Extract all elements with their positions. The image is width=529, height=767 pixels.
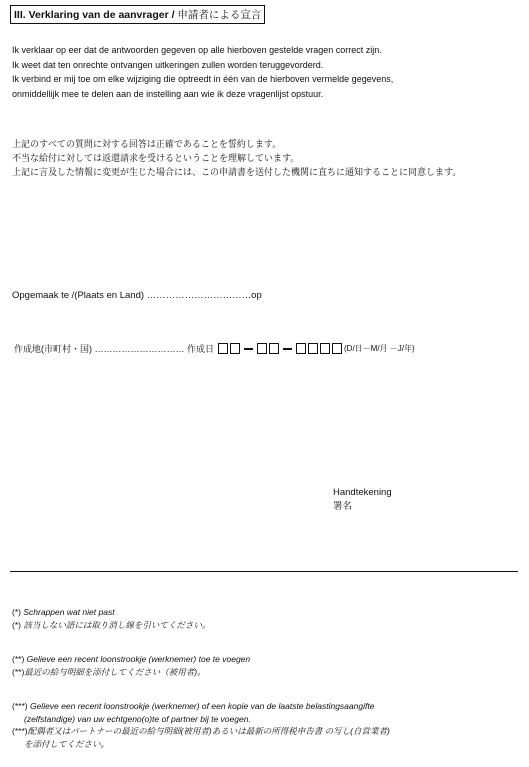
date-digit-box[interactable] <box>269 343 279 354</box>
signature-block[interactable] <box>333 486 392 514</box>
declaration-jp-line: 不当な給付に対しては返還請求を受けるということを理解しています。 <box>12 153 300 163</box>
place-date-field-nl[interactable]: Opgemaak te /(Plaats en Land) ……………………………op <box>12 290 262 301</box>
footnote-mark: (*) <box>12 619 21 630</box>
place-date-label-jp: 作成地(市町村・国) ………………………… 作成日 <box>14 344 214 354</box>
year-boxes[interactable] <box>296 343 342 354</box>
section-title-jp: 申請者による宣言 <box>177 9 262 21</box>
declaration-nl-line: onmiddellijk mee te delen aan de instelling aan wie ik deze vragenlijst opstuur. <box>12 88 324 99</box>
section-title-nl: III. Verklaring van de aanvrager / <box>14 9 178 21</box>
date-separator <box>283 348 292 350</box>
declaration-nl-line: Ik verbind er mij toe om elke wijziging die optreedt in één van de hierboven vermelde gegevens, <box>12 74 394 84</box>
place-date-field-jp <box>12 342 415 355</box>
footnote-mark: (***) <box>12 726 28 736</box>
footnote-divider <box>10 571 518 572</box>
date-digit-box[interactable] <box>257 343 267 354</box>
section-title <box>10 5 265 24</box>
declaration-jp <box>12 137 522 179</box>
month-boxes[interactable] <box>257 343 279 354</box>
declaration-jp-line: 上記に言及した情報に変更が生じた場合には、この申請書を送付した機関に直ちに通知することに同意します。 <box>12 167 462 177</box>
footnote-3 <box>12 700 390 750</box>
footnote-mark: (**) <box>12 666 25 677</box>
footnote-text-nl: (zelfstandige) van uw echtgeno(o)te of partner bij te voegen. <box>24 713 251 724</box>
date-digit-box[interactable] <box>308 343 318 354</box>
date-digit-box[interactable] <box>296 343 306 354</box>
footnote-text-jp: 該当しない語には取り消し線を引いてください。 <box>23 619 211 630</box>
footnote-text-jp: を添付してください。 <box>24 738 110 749</box>
footnote-1 <box>12 606 210 631</box>
footnote-text-jp: 最近の給与明細を添付してください（被用者)。 <box>24 666 206 677</box>
date-digit-box[interactable] <box>320 343 330 354</box>
day-boxes[interactable] <box>218 343 240 354</box>
footnote-text-nl: Gelieve een recent loonstrookje (werknemer) of een kopie van de laatste belastingsaangifte <box>29 701 375 711</box>
date-digit-box[interactable] <box>218 343 228 354</box>
date-separator <box>244 348 253 350</box>
footnote-2 <box>12 653 250 678</box>
signature-label-jp: 署名 <box>333 501 353 512</box>
declaration-jp-line: 上記のすべての質問に対する回答は正確であることを誓約します。 <box>12 139 282 149</box>
declaration-nl-line: Ik verklaar op eer dat de antwoorden gegeven op alle hierboven gestelde vragen correct zijn. <box>12 45 382 55</box>
declaration-nl <box>12 43 393 101</box>
footnote-text-jp: 配偶者又はパートナーの最近の給与明細(被用者)あるいは最新の所得税申告書 の写し(自営業者) <box>27 726 390 736</box>
date-digit-box[interactable] <box>332 343 342 354</box>
footnote-mark: (***) <box>12 701 28 711</box>
date-digit-box[interactable] <box>230 343 240 354</box>
declaration-nl-line: Ik weet dat ten onrechte ontvangen uitkeringen zullen worden teruggevorderd. <box>12 59 324 70</box>
footnote-text-nl: Gelieve een recent loonstrookje (werknemer) toe te voegen <box>26 654 251 664</box>
footnote-mark: (*) <box>12 607 21 617</box>
footnote-mark: (**) <box>12 654 25 664</box>
signature-label-nl: Handtekening <box>333 487 392 498</box>
footnote-text-nl: Schrappen wat niet past <box>23 607 115 617</box>
date-format-hint: (D/日－M/月 －J/年) <box>344 344 415 353</box>
